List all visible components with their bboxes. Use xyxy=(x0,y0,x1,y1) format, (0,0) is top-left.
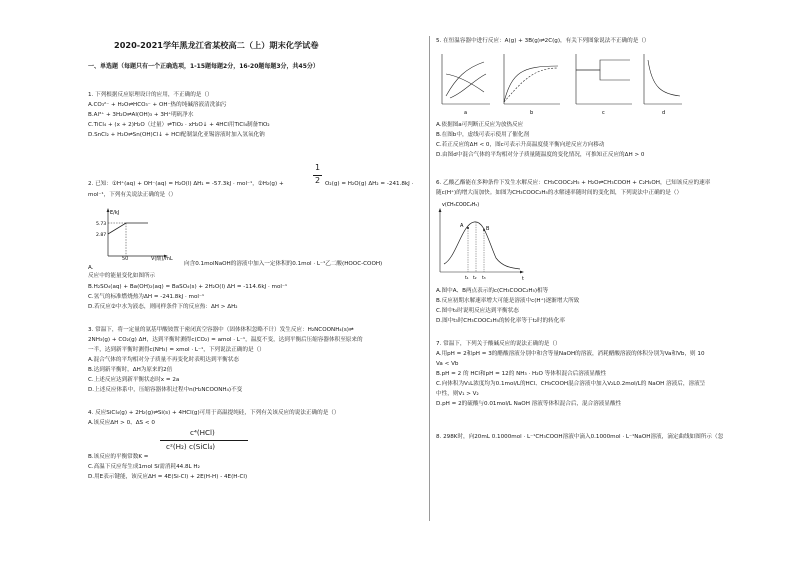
option-c: C.高温下反应每生成1mol Si需消耗44.8L H₂ xyxy=(88,464,200,470)
question-stem: 6. 乙酸乙酯能在多种条件下发生水解反应：CH₃COOC₂H₅ + H₂O⇌CH₃COOH + C₂H₅OH，已知该反应的速率 xyxy=(436,180,711,186)
tick-t1: t₁ xyxy=(465,276,469,281)
option-b: B.在图b中，虚线可表示使用了催化剂 xyxy=(436,132,530,138)
rate-graph-y-arrow xyxy=(439,208,442,212)
energy-graph xyxy=(96,206,170,258)
option-a: A.依据图a可判断正反应为放热反应 xyxy=(436,122,524,128)
graph-b-label: b xyxy=(530,110,534,116)
graph-a-label: a xyxy=(464,110,468,116)
section-heading: 一、单选题（每题只有一个正确选项，1-15题每题2分，16-20题每题3分，共45分） xyxy=(88,63,319,70)
option-c: C.上述反应达到新平衡状态时x = 2a xyxy=(88,377,180,383)
option-c: C.向体积为V₁L浓度均为0.1mol/L的HCl、CH₃COOH混合溶液中加入V₂L0.2mol/L的 NaOH 溶液后，溶液呈 xyxy=(436,381,706,387)
graph-xlabel: V(酸)/mL xyxy=(151,256,173,262)
graph-y-tick-1: 5.73 xyxy=(96,222,107,227)
option-b: B.Al³⁺ + 3H₂O⇌Al(OH)₃ + 3H⁺明矾净水 xyxy=(88,112,194,118)
tick-t2: t₂ xyxy=(473,276,477,281)
question-stem: 1. 下列根据反应原理设计的应用，不正确的是（） xyxy=(88,92,213,98)
column-divider xyxy=(429,36,430,521)
graph-d-curve xyxy=(648,60,680,96)
option-a: A.该反应ΔH > 0、ΔS < 0 xyxy=(88,420,155,426)
fraction-denominator: 2 xyxy=(315,176,321,185)
option-a: A.用pH = 2和pH = 3的醋酸溶液分别中和含等量NaOH的溶液，消耗醋酸溶液的体积分别为Va和Vb，则 10 xyxy=(436,351,705,357)
option-c: C.图中t₀时说明反应达到平衡状态 xyxy=(436,308,519,314)
option-b: B.H₂SO₄(aq) + Ba(OH)₂(aq) = BaSO₄(s) + 2H₂O(l) ΔH = -114.6kJ · mol⁻¹ xyxy=(88,284,288,290)
k-numerator: c⁴(HCl) xyxy=(190,428,215,437)
y-axis-arrow xyxy=(107,208,110,212)
graph-d xyxy=(644,54,682,116)
point-a-label: A xyxy=(460,223,464,229)
option-d: D.SnCl₂ + H₂O⇌Sn(OH)Cl↓ + HCl配制氯化亚锡溶液时加入氢氧化钠 xyxy=(88,132,265,138)
graph-y-tick-2: 2.87 xyxy=(96,233,107,238)
point-b xyxy=(483,229,485,231)
tick-t3: t₃ xyxy=(482,276,486,281)
question-stem: 8. 298K时，向20mL 0.1000mol · L⁻¹CH₃COOH溶液中滴入0.1000mol · L⁻¹NaOH溶液，滴定曲线如图所示（忽 xyxy=(436,434,724,440)
option-a-label: A. xyxy=(88,265,94,271)
option-d: D.pH = 2的硫酸与0.01mol/L NaOH 溶液等体积混合后，混合溶液显酸性 xyxy=(436,401,622,407)
energy-curve xyxy=(108,223,148,234)
k-fraction-bar xyxy=(160,440,248,441)
option-d: D.用E表示键能，该反应ΔH = 4E(Si-Cl) + 2E(H-H) - 4E(H-Cl) xyxy=(88,474,248,480)
question-stem: 5. 在恒温容器中进行反应：A(g) + 3B(g)⇌2C(g)，有关下列图象说法不正确的是（） xyxy=(436,38,650,44)
graph-c xyxy=(576,54,632,116)
option-c: C.氢气的标准燃烧热为ΔH = -241.8kJ · mol⁻¹ xyxy=(88,294,205,300)
rate-graph-x-arrow xyxy=(520,271,524,274)
graph-b xyxy=(504,54,560,116)
question-stem-cont: 2NH₃(g) + CO₂(g) ΔH，达到平衡时测得c(CO₂) = amol · L⁻¹，温度不变，达到平衡后压缩容器体积至原来的 xyxy=(88,337,363,343)
option-a: A.混合气体的平均相对分子质量不再变化时表明达到平衡状态 xyxy=(88,357,239,363)
graphs-a-d xyxy=(436,48,686,116)
option-c-cont: 中性，则V₁ > V₂ xyxy=(436,391,479,397)
k-denominator: c²(H₂) c(SiCl₄) xyxy=(166,442,216,451)
question-stem-cont: O₂(g) = H₂O(g) ΔH₂ = -241.8kJ · xyxy=(325,181,414,187)
point-a xyxy=(467,227,469,229)
option-d: D.图中t₃时CH₃COOC₂H₅的转化率等于t₂时的转化率 xyxy=(436,318,565,324)
question-stem: 7. 常温下，下列关于酸碱反应的说法正确的是（） xyxy=(436,341,561,347)
question-stem-cont2: mol⁻¹，下列有关说法正确的是（） xyxy=(88,192,177,198)
question-stem-cont2: 一半，达到新平衡时测得c(NH₃) = xmol · L⁻¹，下列说法正确的是（） xyxy=(88,347,265,353)
question-stem-cont: 随c(H⁺)的增大而加快。如图为CH₃COOC₂H₅的水解速率随时间的变化图，下列说法中正确的是（） xyxy=(436,190,683,196)
question-stem: 4. 反应SiCl₄(g) + 2H₂(g)⇌Si(s) + 4HCl(g)可用于高温提纯硅，下列有关该反应的说法正确的是（） xyxy=(88,410,340,416)
graph-c-v-forward xyxy=(576,60,630,70)
option-b: B.反应初期水解速率增大可能是溶液中c(H⁺)逐渐增大所致 xyxy=(436,298,580,304)
option-a: A.图中A、B两点表示的c(CH₃COOC₂H₅)相等 xyxy=(436,288,549,294)
question-stem: 2. 已知：①H⁺(aq) + OH⁻(aq) = H₂O(l) ΔH₁ = -57.3kJ · mol⁻¹，②H₂(g) + xyxy=(88,181,284,187)
option-d: D.上述反应体系中，压缩容器体积过程中n(H₂NCOONH₄)不变 xyxy=(88,387,243,393)
option-d: D.若反应②中水为液态，则同样条件下的反应热：ΔH > ΔH₂ xyxy=(88,304,238,310)
graph-c-v-reverse xyxy=(576,70,630,80)
option-b-label: B.该反应的平衡常数K = xyxy=(88,454,149,460)
graph-d-label: d xyxy=(662,110,666,116)
rate-graph xyxy=(436,200,528,282)
graph-a xyxy=(442,54,490,116)
fraction-numerator: 1 xyxy=(315,163,321,172)
graph-a-curve-3 xyxy=(446,74,484,92)
rate-graph-ylabel: v(CH₃COOC₂H₅) xyxy=(442,203,480,208)
option-a: 向含0.1molNaOH的溶液中加入一定体积的0.1mol · L⁻¹乙二酸(HOOC-COOH) xyxy=(184,261,383,267)
option-c: C.若正反应的ΔH < 0，图c可表示升高温度使平衡向逆反应方向移动 xyxy=(436,142,605,148)
option-a-cont: 反应中的能量变化如图所示 xyxy=(88,273,156,279)
point-b-label: B xyxy=(486,226,490,232)
graph-b-dashed-curve xyxy=(504,68,558,102)
question-stem: 3. 常温下，将一定量的氨基甲酸铵置于密闭真空容器中（固体体积忽略不计）发生反应：H₂NCOONH₄(s)⇌ xyxy=(88,327,354,333)
graph-x-tick: 50 xyxy=(122,256,129,262)
rate-curve xyxy=(444,222,520,269)
option-b: B.pH = 2 的 HCl和pH = 12的 NH₃ · H₂O 等体积混合后溶液显酸性 xyxy=(436,371,607,377)
graph-ylabel: E/kJ xyxy=(110,210,120,216)
graph-a-curve-2 xyxy=(450,74,486,98)
option-c: C.TiCl₄ + (x + 2)H₂O（过量）⇌TiO₂ · xH₂O↓ + 4HCl用TiCl₄制备TiO₂ xyxy=(88,122,270,128)
graph-b-curve xyxy=(504,66,558,102)
exam-title: 2020-2021学年黑龙江省某校高二（上）期末化学试卷 xyxy=(114,40,319,50)
graph-c-label: c xyxy=(602,110,605,116)
option-d: D.由图d中混合气体的平均相对分子质量随温度的变化情况，可推知正反应的ΔH > 0 xyxy=(436,152,645,158)
option-a-cont: Va < Vb xyxy=(436,361,459,367)
rate-graph-xlabel: t xyxy=(522,277,524,282)
option-a: A.CO₃²⁻ + H₂O⇌HCO₃⁻ + OH⁻热的纯碱溶液清洗油污 xyxy=(88,102,227,108)
option-b: B.达到新平衡时，ΔH为原来的2倍 xyxy=(88,367,173,373)
